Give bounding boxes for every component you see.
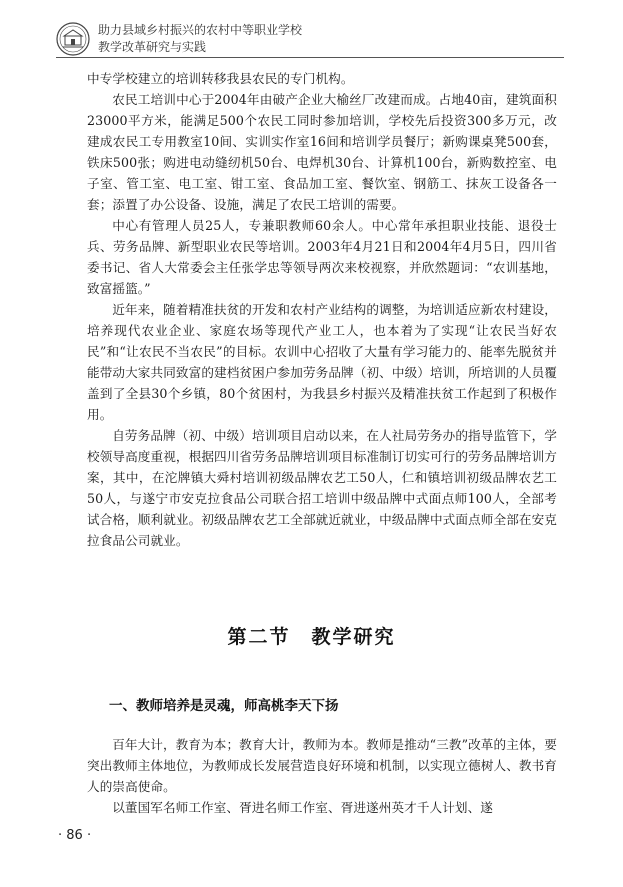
paragraph: 中专学校建立的培训转移我县农民的专门机构。 [87, 71, 354, 86]
running-header [56, 20, 576, 60]
paragraph: 百年大计，教育为本；教育大计，教师为本。教师是推动“三教”改革的主体，要突出教师主体地位，为教师成长发展营造良好环境和机制，以实现立德树人、教书育人的崇高使命。 [87, 737, 557, 794]
paragraph: 以董国军名师工作室、胥进名师工作室、胥进遂州英才千人计划、遂 [112, 800, 493, 815]
section-title: 第二节 教学研究 [227, 626, 396, 648]
paragraph: 中心有管理人员25人，专兼职教师60余人。中心常年承担职业技能、退役士兵、劳务品牌、新型职业农民等培训。2003年4月21日和2004年4月5日，四川省委书记、省人大常委会主任张学忠等领导两次来校视察，并欣然题词：“农训基地，致富摇篮。” [87, 218, 557, 296]
body-text [87, 68, 557, 551]
header-line-2: 教学改革研究与实践 [98, 40, 207, 54]
paragraph: 自劳务品牌（初、中级）培训项目启动以来，在人社局劳务办的指导监管下，学校领导高度重视，根据四川省劳务品牌培训项目标准制订切实可行的劳务品牌培训方案，其中，在沱牌镇大舜村培训初级品牌农艺工50人，仁和镇培训初级品牌农艺工50人，与遂宁市安克拉食品公司联合招工培训中级品牌中式面点师100人，全部考试合格，顺利就业。初级品牌农艺工全部就近就业，中级品牌中式面点师全部在安克拉食品公司就业。 [87, 428, 557, 548]
subsection-title: 一、教师培养是灵魂，师高桃李天下扬 [109, 698, 339, 714]
header-divider [56, 57, 564, 58]
header-text [98, 22, 302, 56]
paragraph: 农民工培训中心于2004年由破产企业大榆丝厂改建而成。占地40亩，建筑面积23000平方米，能满足500个农民工同时参加培训，学校先后投资300多万元，改建成农民工专用教室10间、实训实作室16间和培训学员餐厅；新购课桌凳500套，铁床500张；购进电动缝纫机50台、电焊机30台、计算机100台，新购数控室、电子室、管工室、电工室、钳工室、食品加工室、餐饮室、钢筋工、抹灰工设备各一套；添置了办公设备、设施，满足了农民工培训的需要。 [87, 92, 557, 212]
header-line-1: 助力县域乡村振兴的农村中等职业学校 [98, 23, 303, 37]
page-number: · 86 · [58, 828, 92, 843]
school-emblem-icon [56, 22, 90, 56]
body-text-2 [87, 734, 557, 818]
paragraph: 近年来，随着精准扶贫的开发和农村产业结构的调整，为培训适应新农村建设，培养现代农业企业、家庭农场等现代产业工人，也本着为了实现“让农民当好农民”和“让农民不当农民”的目标。农训中心招收了大量有学习能力的、能率先脱贫并能带动大家共同致富的建档贫困户参加劳务品牌（初、中级）培训，所培训的人员覆盖到了全县30个乡镇，80个贫困村，为我县乡村振兴及精准扶贫工作起到了积极作用。 [87, 302, 557, 422]
